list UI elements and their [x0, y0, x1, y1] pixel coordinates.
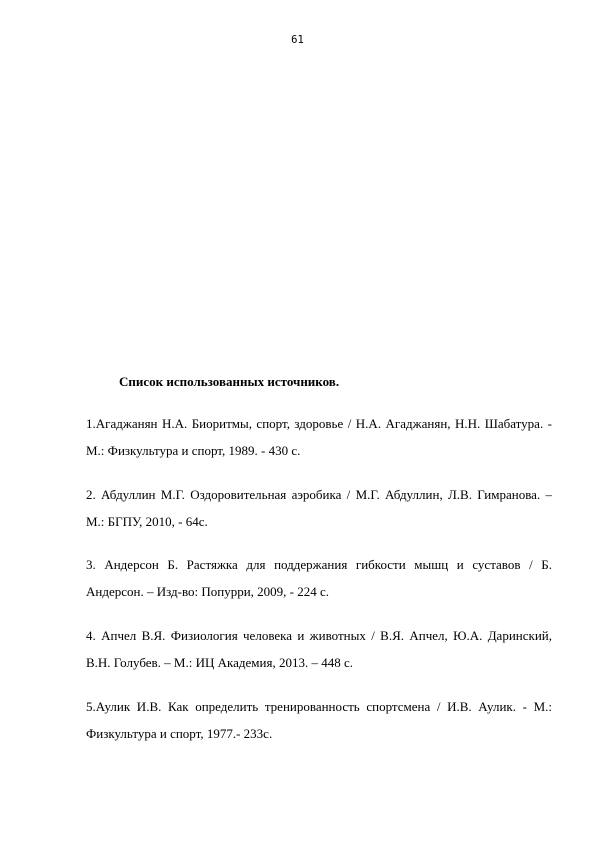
section-title: Список использованных источников.	[119, 374, 340, 389]
reference-list	[86, 410, 552, 764]
reference-item: 5.Аулик И.В. Как определить тренированность спортсмена / И.В. Аулик. - М.: Физкультура и спорт, 1977.- 233с.	[86, 699, 552, 741]
reference-item: 3. Андерсон Б. Растяжка для поддержания гибкости мышц и суставов / Б. Андерсон. – Изд-во: Попурри, 2009, - 224 с.	[86, 557, 552, 599]
reference-item: 1.Агаджанян Н.А. Биоритмы, спорт, здоровье / Н.А. Агаджанян, Н.Н. Шабатура. - М.: Физкультура и спорт, 1989. - 430 с.	[86, 416, 552, 458]
reference-item: 4. Апчел В.Я. Физиология человека и животных / В.Я. Апчел, Ю.А. Даринский, В.Н. Голубев. – М.: ИЦ Академия, 2013. – 448 с.	[86, 628, 552, 670]
reference-item: 2. Абдуллин М.Г. Оздоровительная аэробика / М.Г. Абдуллин, Л.В. Гимранова. – М.: БГПУ, 2010, - 64с.	[86, 487, 552, 529]
page-number: 61	[291, 34, 304, 46]
